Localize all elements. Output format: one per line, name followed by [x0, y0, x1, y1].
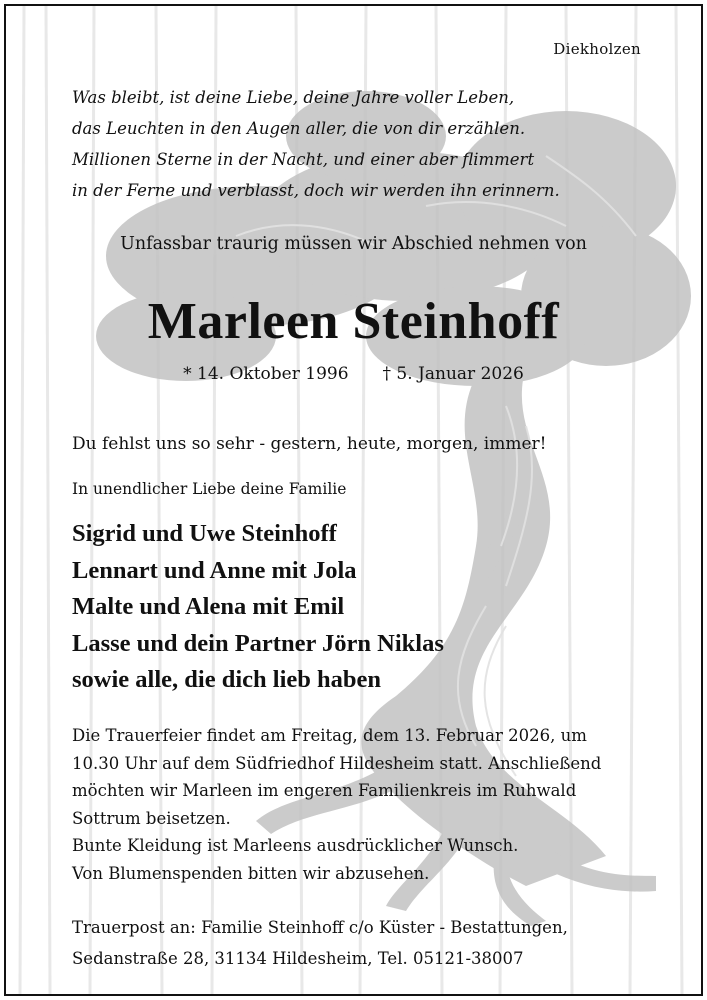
birth-date: * 14. Oktober 1996 — [183, 364, 349, 384]
family-member: Lennart und Anne mit Jola — [72, 556, 357, 584]
poem-line: Was bleibt, ist deine Liebe, deine Jahre voller Leben, — [72, 88, 515, 107]
missing-line: Du fehlst uns so sehr - gestern, heute, morgen, immer! — [72, 434, 547, 454]
family-member: sowie alle, die dich lieb haben — [72, 666, 382, 693]
family-intro: In unendlicher Liebe deine Familie — [72, 480, 347, 498]
life-dates — [6, 364, 701, 384]
service-line: Sottrum beisetzen. — [72, 808, 231, 828]
family-member: Lasse und dein Partner Jörn Niklas — [72, 629, 444, 657]
death-date: † 5. Januar 2026 — [382, 364, 524, 384]
family-member: Sigrid und Uwe Steinhoff — [72, 520, 337, 547]
address-line: Sedanstraße 28, 31134 Hildesheim, Tel. 05121-38007 — [72, 949, 524, 968]
poem-line: Millionen Sterne in der Nacht, und einer aber flimmert — [72, 150, 535, 169]
service-line: Bunte Kleidung ist Marleens ausdrücklicher Wunsch. — [72, 836, 519, 855]
address-line: Trauerpost an: Familie Steinhoff c/o Küster - Bestattungen, — [72, 918, 568, 937]
poem-line: in der Ferne und verblasst, doch wir werden ihn erinnern. — [72, 181, 560, 200]
service-info — [72, 722, 601, 887]
service-line: möchten wir Marleen im engeren Familienkreis im Ruhwald — [72, 781, 577, 800]
poem-line: das Leuchten in den Augen aller, die von dir erzählen. — [72, 119, 526, 138]
service-line: Die Trauerfeier findet am Freitag, dem 13. Februar 2026, um — [72, 726, 587, 745]
family-member: Malte und Alena mit Emil — [72, 593, 345, 620]
deceased-name: Marleen Steinhoff — [147, 293, 560, 350]
service-line: 10.30 Uhr auf dem Südfriedhof Hildesheim statt. Anschließend — [72, 753, 602, 773]
service-line: Von Blumenspenden bitten wir abzusehen. — [72, 863, 430, 883]
intro-text: Unfassbar traurig müssen wir Abschied nehmen von — [120, 234, 587, 254]
obituary-frame — [4, 4, 703, 996]
family-list — [72, 516, 444, 699]
place-name: Diekholzen — [553, 40, 641, 58]
poem — [72, 82, 560, 206]
condolence-address — [72, 912, 568, 974]
